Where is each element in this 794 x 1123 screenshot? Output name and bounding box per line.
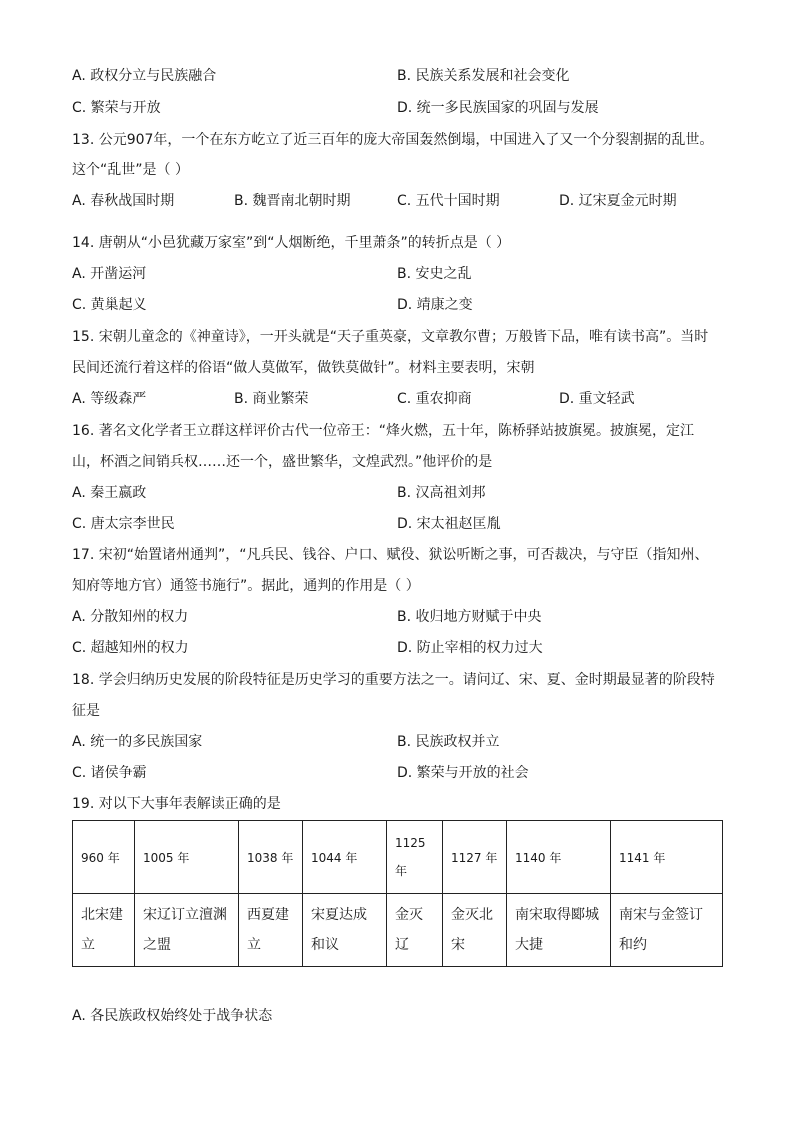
q12-option-a: A. 政权分立与民族融合 (72, 68, 217, 84)
timeline-year-cell: 1044 年 (303, 821, 387, 894)
q13-option-b: B. 魏晋南北朝时期 (234, 193, 351, 209)
q12-option-c: C. 繁荣与开放 (72, 100, 161, 116)
q17-option-b: B. 收归地方财赋于中央 (397, 609, 542, 625)
q15-option-b: B. 商业繁荣 (234, 391, 309, 407)
q17-option-a: A. 分散知州的权力 (72, 609, 189, 625)
q14-stem-line1: 14. 唐朝从“小邑犹藏万家室”到“人烟断绝，千里萧条”的转折点是（ ） (72, 235, 511, 251)
q17-stem-line2: 知府等地方官）通签书施行”。据此，通判的作用是（ ） (72, 578, 420, 594)
timeline-year-row (73, 821, 723, 894)
timeline-year-cell: 1038 年 (239, 821, 303, 894)
q18-option-a: A. 统一的多民族国家 (72, 734, 203, 750)
timeline-event-cell: 金灭北宋 (443, 894, 507, 967)
q13-option-c: C. 五代十国时期 (397, 193, 500, 209)
q18-option-c: C. 诸侯争霸 (72, 765, 147, 781)
q12-option-b: B. 民族关系发展和社会变化 (397, 68, 570, 84)
q15-stem-line2: 民间还流行着这样的俗语“做人莫做军，做铁莫做针”。材料主要表明，宋朝 (72, 360, 535, 376)
q18-option-b: B. 民族政权并立 (397, 734, 500, 750)
timeline-event-row (73, 894, 723, 967)
q16-stem-line1: 16. 著名文化学者王立群这样评价古代一位帝王：“烽火燃，五十年，陈桥驿站披旗冕。披旗冕，定江 (72, 423, 694, 439)
q17-option-d: D. 防止宰相的权力过大 (397, 640, 543, 656)
q19-stem-line1: 19. 对以下大事年表解读正确的是 (72, 796, 281, 812)
timeline-event-cell: 西夏建立 (239, 894, 303, 967)
q17-stem-line1: 17. 宋初“始置诸州通判”，“凡兵民、钱谷、户口、赋役、狱讼听断之事，可否裁决，与守臣（指知州、 (72, 547, 709, 563)
timeline-year-cell: 1141 年 (611, 821, 723, 894)
timeline-year-cell: 960 年 (73, 821, 135, 894)
timeline-table (72, 820, 723, 967)
q13-option-d: D. 辽宋夏金元时期 (559, 193, 677, 209)
timeline-year-cell: 1125 年 (387, 821, 443, 894)
timeline-year-cell: 1127 年 (443, 821, 507, 894)
q18-stem-line1: 18. 学会归纳历史发展的阶段特征是历史学习的重要方法之一。请问辽、宋、夏、金时期最显著的阶段特 (72, 672, 715, 688)
q15-option-a: A. 等级森严 (72, 391, 147, 407)
q15-stem-line1: 15. 宋朝儿童念的《神童诗》，一开头就是“天子重英豪，文章教尔曹；万般皆下品，唯有读书高”。当时 (72, 329, 709, 345)
q14-option-b: B. 安史之乱 (397, 266, 472, 282)
q16-stem-line2: 山，杯酒之间销兵权……还一个，盛世繁华，文煌武烈。”他评价的是 (72, 454, 493, 470)
q18-option-d: D. 繁荣与开放的社会 (397, 765, 529, 781)
q16-option-b: B. 汉高祖刘邦 (397, 485, 486, 501)
q13-option-a: A. 春秋战国时期 (72, 193, 175, 209)
timeline-year-cell: 1140 年 (507, 821, 611, 894)
q16-option-c: C. 唐太宗李世民 (72, 516, 175, 532)
q14-option-d: D. 靖康之变 (397, 297, 473, 313)
timeline-event-cell: 南宋取得郾城大捷 (507, 894, 611, 967)
timeline-event-cell: 宋夏达成和议 (303, 894, 387, 967)
timeline-event-cell: 金灭辽 (387, 894, 443, 967)
q15-option-d: D. 重文轻武 (559, 391, 635, 407)
q13-stem-line1: 13. 公元907年，一个在东方屹立了近三百年的庞大帝国轰然倒塌，中国进入了又一个分裂割据的乱世。 (72, 132, 714, 148)
q13-stem-line2: 这个“乱世”是（ ） (72, 162, 189, 178)
q12-option-d: D. 统一多民族国家的巩固与发展 (397, 100, 599, 116)
q14-option-a: A. 开凿运河 (72, 266, 147, 282)
q16-option-d: D. 宋太祖赵匡胤 (397, 516, 501, 532)
timeline-event-cell: 宋辽订立澶渊之盟 (135, 894, 239, 967)
q17-option-c: C. 超越知州的权力 (72, 640, 189, 656)
q14-option-c: C. 黄巢起义 (72, 297, 147, 313)
q19-option-a: A. 各民族政权始终处于战争状态 (72, 1008, 273, 1024)
timeline-event-cell: 南宋与金签订和约 (611, 894, 723, 967)
q15-option-c: C. 重农抑商 (397, 391, 472, 407)
q16-option-a: A. 秦王嬴政 (72, 485, 147, 501)
q18-stem-line2: 征是 (72, 703, 100, 719)
timeline-year-cell: 1005 年 (135, 821, 239, 894)
timeline-event-cell: 北宋建立 (73, 894, 135, 967)
